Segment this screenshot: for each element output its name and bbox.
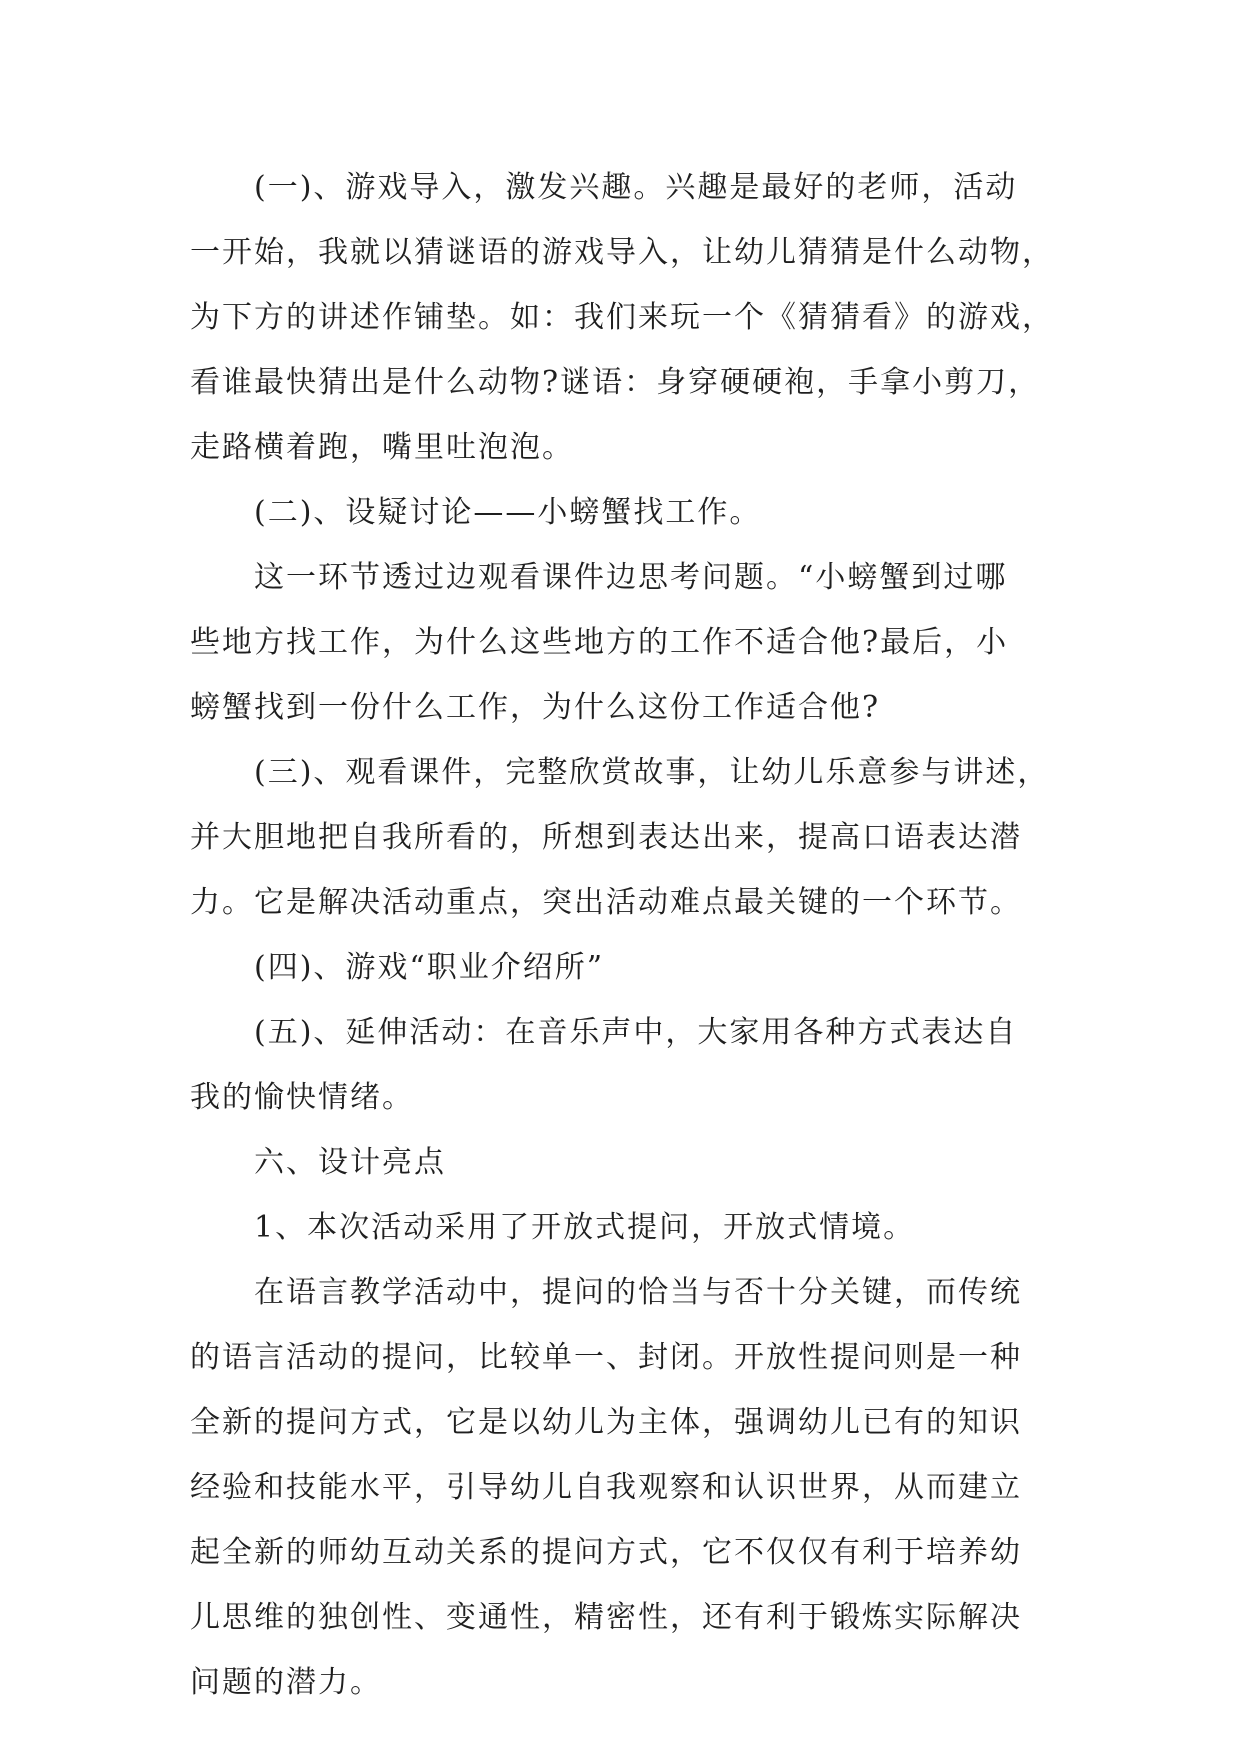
text-line: 我的愉快情绪。 [190, 1080, 414, 1115]
text-line: 在语言教学活动中，提问的恰当与否十分关键，而传统 [254, 1275, 1022, 1310]
section-heading: (四)、游戏“职业介绍所” [254, 950, 605, 985]
text-line: 螃蟹找到一份什么工作，为什么这份工作适合他? [190, 690, 881, 725]
text-line: 问题的潜力。 [190, 1665, 382, 1700]
text-line: 走路横着跑，嘴里吐泡泡。 [190, 430, 574, 465]
text-line: 力。它是解决活动重点，突出活动难点最关键的一个环节。 [190, 885, 1022, 920]
text-line: 些地方找工作，为什么这些地方的工作不适合他?最后，小 [190, 625, 1009, 660]
text-line: 经验和技能水平，引导幼儿自我观察和认识世界，从而建立 [190, 1470, 1022, 1505]
text-line: 一开始，我就以猜谜语的游戏导入，让幼儿猜猜是什么动物， [190, 235, 1054, 270]
document-page [190, 155, 1070, 1715]
text-line: (五)、延伸活动：在音乐声中，大家用各种方式表达自 [254, 1015, 1018, 1050]
section-heading: 六、设计亮点 [254, 1145, 446, 1180]
text-line: 为下方的讲述作铺垫。如：我们来玩一个《猜猜看》的游戏， [190, 300, 1054, 335]
text-line: 起全新的师幼互动关系的提问方式，它不仅仅有利于培养幼 [190, 1535, 1022, 1570]
text-line: 的语言活动的提问，比较单一、封闭。开放性提问则是一种 [190, 1340, 1022, 1375]
section-heading: (二)、设疑讨论——小螃蟹找工作。 [254, 495, 762, 530]
text-line: 全新的提问方式，它是以幼儿为主体，强调幼儿已有的知识 [190, 1405, 1022, 1440]
text-line: 看谁最快猜出是什么动物?谜语：身穿硬硬袍，手拿小剪刀， [190, 365, 1041, 400]
text-line: (三)、观看课件，完整欣赏故事，让幼儿乐意参与讲述， [254, 755, 1050, 790]
text-line: (一)、游戏导入，激发兴趣。兴趣是最好的老师，活动 [254, 170, 1018, 205]
text-line: 儿思维的独创性、变通性，精密性，还有利于锻炼实际解决 [190, 1600, 1022, 1635]
subsection-heading: 1、本次活动采用了开放式提问，开放式情境。 [254, 1210, 916, 1245]
text-line: 并大胆地把自我所看的，所想到表达出来，提高口语表达潜 [190, 820, 1022, 855]
text-line: 这一环节透过边观看课件边思考问题。“小螃蟹到过哪 [254, 560, 1008, 595]
